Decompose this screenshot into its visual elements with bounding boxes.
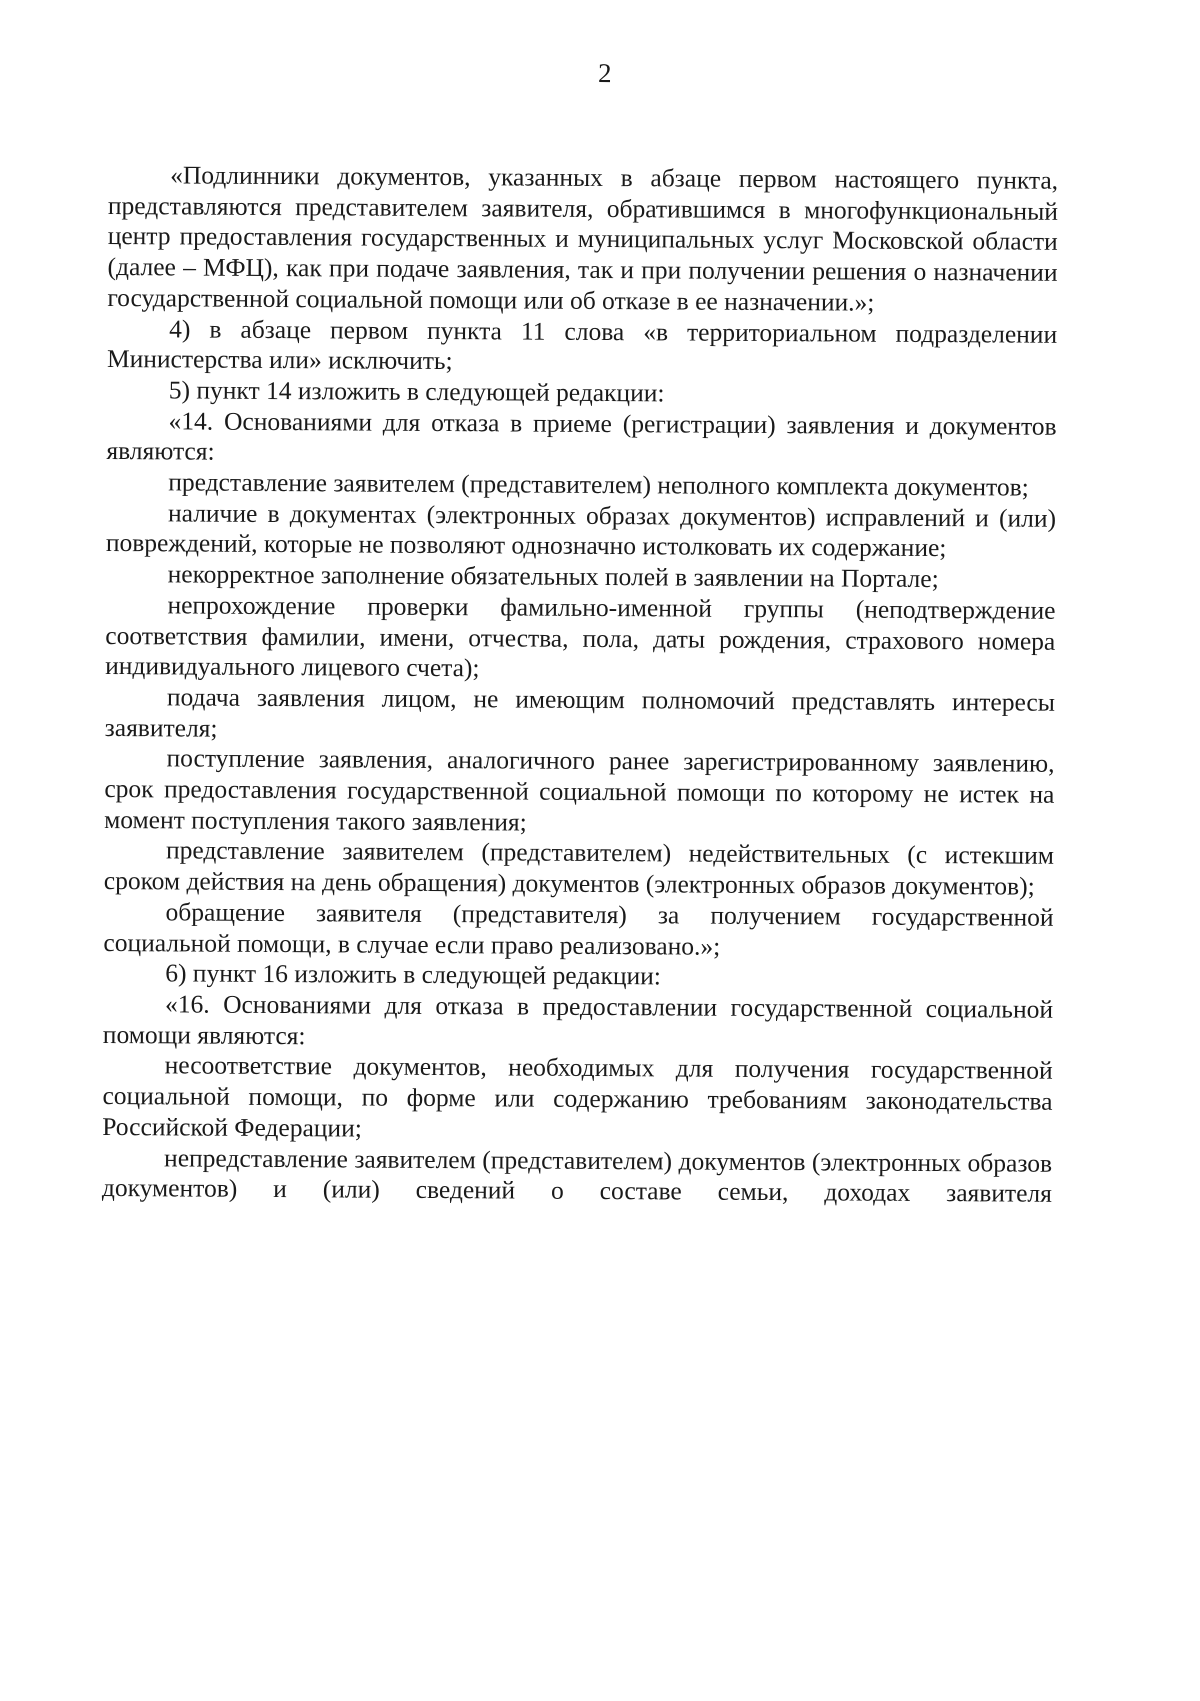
document-body: [102, 160, 1058, 1210]
paragraph-originals-submission: «Подлинники документов, указанных в абзаце первом настоящего пункта, представляются представителем заявителя, обратившимся в многофункциональный центр предоставления государственных и муниципальных услуг Московской области (далее – МФЦ), как при подаче заявления, так и при получении решения о назначении государственной социальной помощи или об отказе в ее назначении.»;: [107, 160, 1059, 317]
paragraph-identity-check: непрохождение проверки фамильно-именной группы (неподтверждение соответствия фамилии, имени, отчества, пола, даты рождения, страхового номера индивидуального лицевого счета);: [105, 590, 1056, 683]
paragraph-corrections: наличие в документах (электронных образах документов) исправлений и (или) повреждений, которые не позволяют однозначно истолковать их содержание;: [105, 498, 1057, 563]
paragraph-item-6: 6) пункт 16 изложить в следующей редакции:: [165, 958, 662, 991]
paragraph-right-realized: обращение заявителя (представителя) за получением государственной социальной помощи, в случае если право реализовано.»;: [103, 897, 1054, 961]
page-number: 2: [597, 57, 612, 89]
paragraph-clause-16: «16. Основаниями для отказа в предоставлении государственной социальной помощи являются:: [102, 989, 1054, 1050]
paragraph-clause-14: «14. Основаниями для отказа в приеме (регистрации) заявления и документов являются:: [106, 405, 1057, 466]
paragraph-item-4: 4) в абзаце первом пункта 11 слова «в территориальном подразделении Министерства или» исключить;: [106, 313, 1058, 376]
paragraph-duplicate-application: поступление заявления, аналогичного ранее зарегистрированному заявлению, срок предоставления государственной социальной помощи по которому не истек на момент поступления такого заявления;: [104, 743, 1055, 837]
paragraph-non-submission: непредставление заявителем (представителем) документов (электронных образов документов) и (или) сведений о составе семьи, доходах заявителя: [101, 1142, 1053, 1208]
paragraph-no-authority: подача заявления лицом, не имеющим полномочий представлять интересы заявителя;: [104, 682, 1055, 743]
paragraph-incomplete-set: представление заявителем (представителем) неполного комплекта документов;: [168, 467, 1029, 502]
paragraph-nonconformity: несоответствие документов, необходимых для получения государственной социальной помощи, по форме или содержанию требованиям законодательства Российской Федерации;: [102, 1050, 1053, 1143]
paragraph-invalid-documents: представление заявителем (представителем) недействительных (с истекшим сроком действия на день обращения) документов (электронных образов документов);: [103, 835, 1055, 901]
paragraph-portal-fields: некорректное заполнение обязательных полей в заявлении на Портале;: [167, 559, 939, 594]
paragraph-item-5: 5) пункт 14 изложить в следующей редакции:: [168, 375, 665, 408]
